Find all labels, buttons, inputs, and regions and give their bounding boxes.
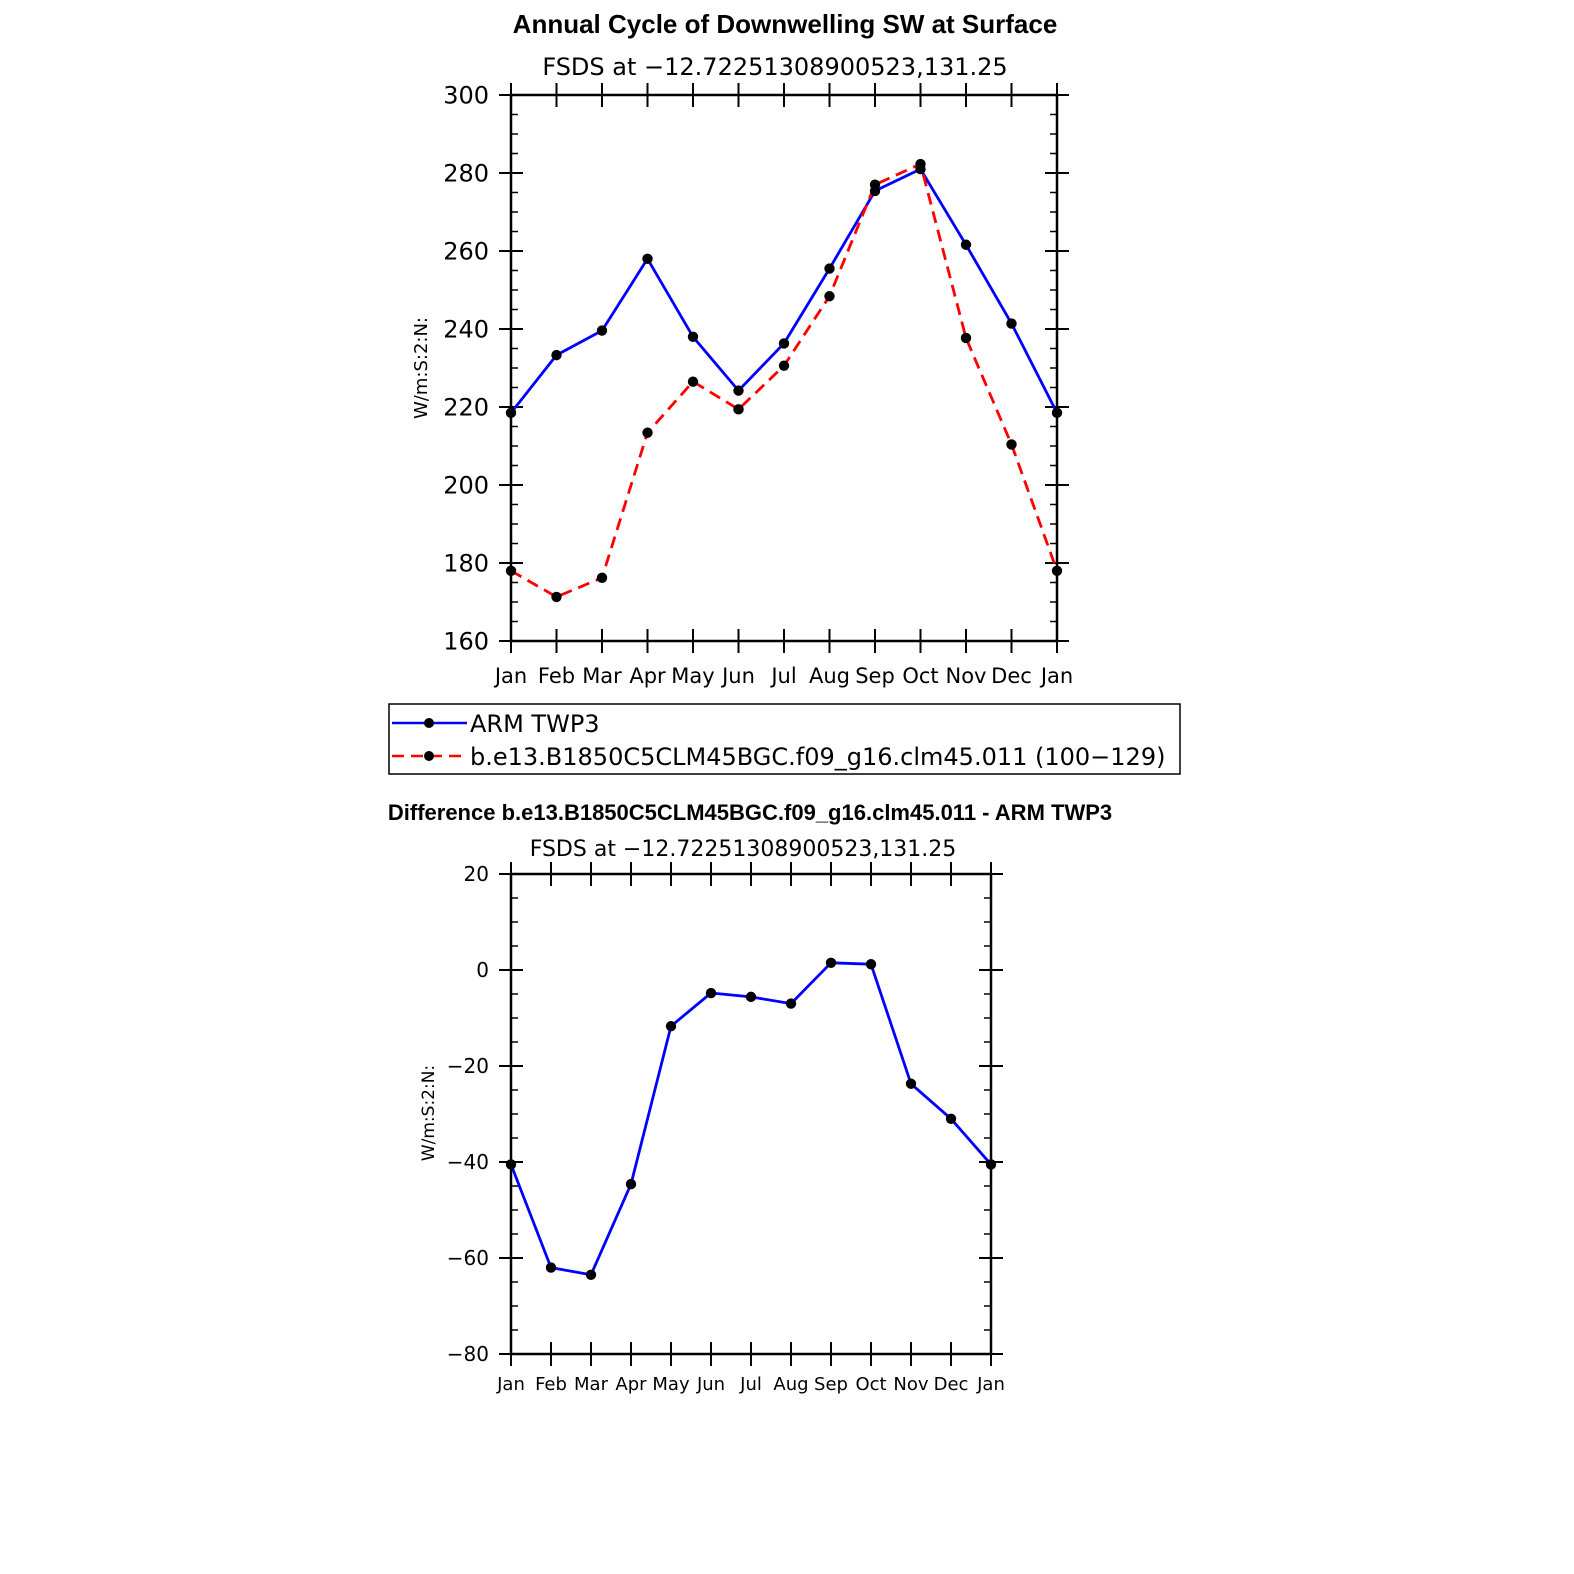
x-tick-label: Jan <box>977 1374 1005 1395</box>
legend-marker-model <box>424 751 434 761</box>
y-tick-label: 220 <box>443 393 489 422</box>
series-0-point <box>946 1114 956 1124</box>
series-line-1 <box>511 164 1057 597</box>
x-tick-label: Sep <box>814 1374 848 1395</box>
series-0-point <box>626 1179 636 1189</box>
chart2-subtitle: FSDS at −12.72251308900523,131.25 <box>529 837 957 862</box>
legend <box>389 704 1180 774</box>
x-tick-label: Jan <box>1040 664 1074 688</box>
y-tick-label: 260 <box>443 237 489 266</box>
series-1-point <box>870 180 880 190</box>
x-tick-label: Aug <box>773 1374 809 1395</box>
series-0-point <box>586 1270 596 1280</box>
x-tick-label: Mar <box>582 664 622 688</box>
x-tick-label: Mar <box>574 1374 608 1395</box>
series-0-point <box>866 959 876 969</box>
series-0-point <box>786 998 796 1008</box>
series-1-point <box>597 573 607 583</box>
series-0-point <box>986 1159 996 1169</box>
y-tick-label: 200 <box>443 471 489 500</box>
y-tick-label: 180 <box>443 549 489 578</box>
difference-chart <box>388 800 1112 1395</box>
series-0-point <box>666 1021 676 1031</box>
y-tick-label: −80 <box>446 1342 489 1367</box>
x-tick-label: Nov <box>893 1374 929 1395</box>
chart2-tick-labels <box>447 862 1005 1395</box>
series-0-point <box>824 263 834 273</box>
y-tick-label: 240 <box>443 315 489 344</box>
series-line-0 <box>511 169 1057 413</box>
series-1-point <box>688 376 698 386</box>
legend-marker-obs <box>424 718 434 728</box>
x-tick-label: Jul <box>740 1374 762 1395</box>
y-tick-label: 300 <box>443 81 489 110</box>
x-tick-label: May <box>652 1374 690 1395</box>
x-tick-label: Jan <box>497 1374 525 1395</box>
y-tick-label: −60 <box>446 1246 489 1271</box>
chart1-title: Annual Cycle of Downwelling SW at Surface <box>512 9 1058 39</box>
chart2-ylabel: W/m:S:2:N: <box>419 1064 439 1162</box>
chart1-subtitle: FSDS at −12.72251308900523,131.25 <box>542 53 1008 81</box>
x-tick-label: May <box>671 664 715 688</box>
x-tick-label: Oct <box>855 1374 887 1395</box>
x-tick-label: Sep <box>855 664 895 688</box>
x-tick-label: Jan <box>494 664 528 688</box>
series-0-point <box>506 1159 516 1169</box>
series-1-point <box>733 404 743 414</box>
series-0-point <box>551 350 561 360</box>
series-0-point <box>961 240 971 250</box>
series-0-point <box>642 254 652 264</box>
annual-cycle-chart <box>411 9 1073 688</box>
chart2-series <box>506 958 996 1280</box>
series-0-point <box>906 1079 916 1089</box>
series-1-point <box>915 159 925 169</box>
series-0-point <box>1006 318 1016 328</box>
y-tick-label: 20 <box>463 862 489 887</box>
x-tick-label: Feb <box>535 1374 567 1395</box>
series-1-point <box>642 428 652 438</box>
chart2-title: Difference b.e13.B1850C5CLM45BGC.f09_g16.clm45.011 - ARM TWP3 <box>387 800 1113 825</box>
x-tick-label: Feb <box>537 664 576 688</box>
y-tick-label: −40 <box>446 1150 489 1175</box>
y-tick-label: 0 <box>476 958 489 983</box>
series-0-point <box>688 332 698 342</box>
x-tick-label: Dec <box>991 664 1032 688</box>
chart2-axes <box>499 862 1003 1366</box>
legend-label-obs: ARM TWP3 <box>470 710 600 738</box>
series-1-point <box>824 291 834 301</box>
series-0-point <box>1052 408 1062 418</box>
x-tick-label: Jun <box>696 1374 726 1395</box>
y-tick-label: 160 <box>443 627 489 656</box>
x-tick-label: Aug <box>808 664 851 688</box>
x-tick-label: Jul <box>771 664 797 688</box>
series-0-point <box>546 1262 556 1272</box>
y-tick-label: 280 <box>443 159 489 188</box>
chart1-series <box>506 159 1062 602</box>
x-tick-label: Nov <box>945 664 987 688</box>
series-0-point <box>779 338 789 348</box>
chart1-tick-labels <box>443 82 1073 688</box>
y-tick-label: −20 <box>446 1054 489 1079</box>
legend-label-model: b.e13.B1850C5CLM45BGC.f09_g16.clm45.011 (100−129) <box>470 743 1166 771</box>
chart1-ylabel: W/m:S:2:N: <box>411 317 432 419</box>
series-1-point <box>551 592 561 602</box>
series-0-point <box>597 325 607 335</box>
x-tick-label: Apr <box>629 664 666 688</box>
x-tick-label: Apr <box>615 1374 647 1395</box>
series-1-point <box>1052 566 1062 576</box>
series-0-point <box>826 958 836 968</box>
x-tick-label: Oct <box>902 664 939 688</box>
series-line-0 <box>511 963 991 1275</box>
series-1-point <box>506 566 516 576</box>
series-1-point <box>961 333 971 343</box>
plot-frame <box>511 874 991 1354</box>
x-tick-label: Dec <box>933 1374 969 1395</box>
series-0-point <box>733 385 743 395</box>
series-0-point <box>706 988 716 998</box>
x-tick-label: Jun <box>722 664 755 688</box>
series-1-point <box>779 360 789 370</box>
series-0-point <box>506 408 516 418</box>
series-1-point <box>1006 439 1016 449</box>
series-0-point <box>746 992 756 1002</box>
